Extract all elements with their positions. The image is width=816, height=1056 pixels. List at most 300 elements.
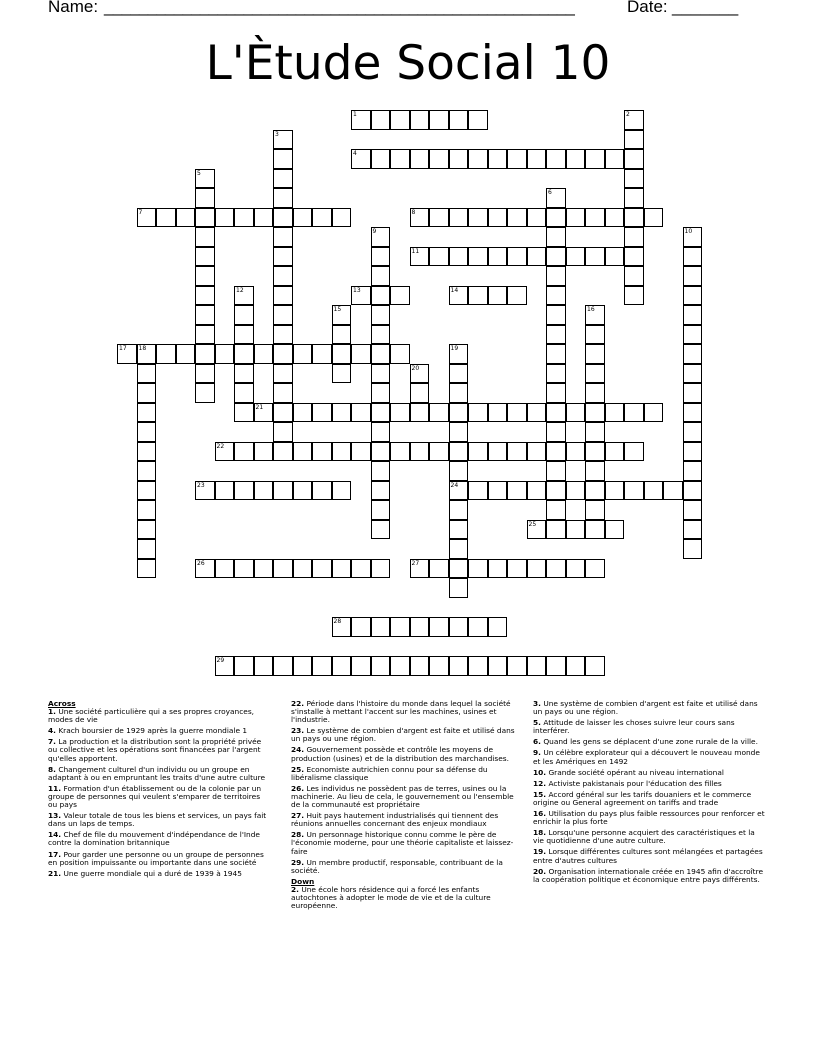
grid-cell[interactable] <box>273 208 293 228</box>
grid-cell[interactable] <box>332 656 352 676</box>
grid-cell[interactable] <box>371 266 391 286</box>
grid-cell[interactable] <box>371 656 391 676</box>
grid-cell[interactable] <box>507 247 527 267</box>
grid-cell[interactable] <box>312 403 332 423</box>
clue-item: 24. Gouvernement possède et contrôle les moyens de production (usines) et de la distribution des marchandises. <box>291 745 509 763</box>
grid-cell[interactable] <box>351 442 371 462</box>
cell-number: 22 <box>216 442 225 450</box>
grid-cell[interactable] <box>585 520 605 540</box>
grid-cell[interactable] <box>507 442 527 462</box>
grid-cell[interactable] <box>332 344 352 364</box>
grid-cell[interactable] <box>195 364 215 384</box>
grid-cell[interactable] <box>527 247 547 267</box>
grid-cell[interactable] <box>273 364 293 384</box>
grid-cell[interactable] <box>449 559 469 579</box>
grid-cell[interactable] <box>488 286 508 306</box>
grid-cell[interactable] <box>546 344 566 364</box>
grid-cell[interactable] <box>488 403 508 423</box>
grid-cell[interactable] <box>546 286 566 306</box>
grid-cell[interactable] <box>234 344 254 364</box>
grid-cell[interactable] <box>683 266 703 286</box>
grid-cell[interactable] <box>605 403 625 423</box>
grid-cell[interactable] <box>683 539 703 559</box>
grid-cell[interactable] <box>683 481 703 501</box>
grid-cell[interactable] <box>371 364 391 384</box>
grid-cell[interactable] <box>683 422 703 442</box>
grid-cell[interactable] <box>605 149 625 169</box>
cell-number: 15 <box>333 306 342 313</box>
grid-cell[interactable] <box>566 149 586 169</box>
grid-cell[interactable] <box>312 656 332 676</box>
grid-cell[interactable] <box>546 461 566 481</box>
clue-item: 11. Formation d'un établissement ou de la colonie par un groupe de personnes qui veulent s'emparer de territoires ou pays <box>48 783 262 810</box>
grid-cell[interactable] <box>449 520 469 540</box>
grid-cell[interactable] <box>332 208 352 228</box>
grid-cell[interactable] <box>293 344 313 364</box>
grid-cell[interactable] <box>371 422 391 442</box>
grid-cell[interactable] <box>546 500 566 520</box>
grid-cell[interactable] <box>195 344 215 364</box>
grid-cell[interactable] <box>683 247 703 267</box>
grid-cell[interactable] <box>429 110 449 130</box>
grid-cell[interactable] <box>585 149 605 169</box>
grid-cell[interactable] <box>585 422 605 442</box>
grid-cell[interactable] <box>527 656 547 676</box>
clue-item: 29. Un membre productif, responsable, contribuant de la société. <box>291 857 503 875</box>
grid-cell[interactable] <box>410 403 430 423</box>
grid-cell[interactable] <box>546 520 566 540</box>
grid-cell[interactable] <box>585 481 605 501</box>
grid-cell[interactable] <box>683 344 703 364</box>
grid-cell[interactable] <box>566 208 586 228</box>
grid-cell[interactable] <box>683 383 703 403</box>
grid-cell[interactable] <box>585 383 605 403</box>
grid-cell[interactable] <box>137 481 157 501</box>
grid-cell[interactable] <box>624 247 644 267</box>
grid-cell[interactable] <box>332 364 352 384</box>
grid-cell[interactable] <box>683 461 703 481</box>
grid-cell[interactable] <box>390 344 410 364</box>
grid-cell[interactable] <box>429 208 449 228</box>
grid-cell[interactable] <box>449 656 469 676</box>
grid-cell[interactable] <box>624 286 644 306</box>
grid-cell[interactable] <box>449 461 469 481</box>
grid-cell[interactable] <box>683 364 703 384</box>
grid-cell[interactable] <box>137 500 157 520</box>
grid-cell[interactable] <box>273 422 293 442</box>
grid-cell[interactable] <box>585 461 605 481</box>
grid-cell[interactable] <box>624 403 644 423</box>
grid-cell[interactable] <box>312 559 332 579</box>
grid-cell[interactable] <box>488 442 508 462</box>
grid-cell[interactable] <box>390 656 410 676</box>
grid-cell[interactable] <box>468 286 488 306</box>
grid-cell[interactable] <box>273 149 293 169</box>
grid-cell[interactable] <box>683 325 703 345</box>
grid-cell[interactable] <box>429 617 449 637</box>
grid-cell[interactable] <box>390 110 410 130</box>
grid-cell[interactable] <box>137 403 157 423</box>
clue-item: 27. Huit pays hautement industrialisés qui tiennent des réunions annuelles concernant des enjeux mondiaux <box>291 811 499 829</box>
grid-cell[interactable] <box>449 383 469 403</box>
grid-cell[interactable] <box>624 169 644 189</box>
grid-cell[interactable] <box>429 247 449 267</box>
grid-cell[interactable] <box>254 442 274 462</box>
date-label: Date: <box>627 0 673 16</box>
grid-cell[interactable] <box>371 442 391 462</box>
grid-cell[interactable] <box>566 403 586 423</box>
grid-cell[interactable] <box>624 481 644 501</box>
grid-cell[interactable] <box>273 169 293 189</box>
grid-cell[interactable] <box>371 305 391 325</box>
grid-cell[interactable] <box>234 403 254 423</box>
grid-cell[interactable] <box>546 227 566 247</box>
grid-cell[interactable] <box>546 481 566 501</box>
grid-cell[interactable] <box>585 364 605 384</box>
grid-cell[interactable] <box>488 559 508 579</box>
grid-cell[interactable] <box>546 559 566 579</box>
grid-cell[interactable] <box>449 403 469 423</box>
clue-item: 3. Une système de combien d'argent est faite et utilisé dans un pays ou une région. <box>533 699 758 717</box>
grid-cell[interactable] <box>546 149 566 169</box>
grid-cell[interactable] <box>546 364 566 384</box>
grid-cell[interactable] <box>371 481 391 501</box>
grid-cell[interactable] <box>137 559 157 579</box>
grid-cell[interactable] <box>234 325 254 345</box>
grid-cell[interactable] <box>566 656 586 676</box>
grid-cell[interactable] <box>273 344 293 364</box>
grid-cell[interactable] <box>371 520 391 540</box>
grid-cell[interactable] <box>546 442 566 462</box>
grid-cell[interactable] <box>273 227 293 247</box>
grid-cell[interactable] <box>293 442 313 462</box>
grid-cell[interactable] <box>137 422 157 442</box>
grid-cell[interactable] <box>273 247 293 267</box>
grid-cell[interactable] <box>410 110 430 130</box>
grid-cell[interactable] <box>312 344 332 364</box>
grid-cell[interactable] <box>624 130 644 150</box>
grid-cell[interactable] <box>390 617 410 637</box>
grid-cell[interactable] <box>371 383 391 403</box>
grid-cell[interactable] <box>468 110 488 130</box>
grid-cell[interactable] <box>273 383 293 403</box>
grid-cell[interactable] <box>546 208 566 228</box>
grid-cell[interactable] <box>546 403 566 423</box>
grid-cell[interactable] <box>234 364 254 384</box>
grid-cell[interactable] <box>624 208 644 228</box>
grid-cell[interactable] <box>507 286 527 306</box>
grid-cell[interactable] <box>234 383 254 403</box>
grid-cell[interactable] <box>176 208 196 228</box>
grid-cell[interactable] <box>644 208 664 228</box>
grid-cell[interactable] <box>332 559 352 579</box>
grid-cell[interactable] <box>566 247 586 267</box>
grid-cell[interactable] <box>683 305 703 325</box>
grid-cell[interactable] <box>585 325 605 345</box>
grid-cell[interactable] <box>449 500 469 520</box>
grid-cell[interactable] <box>566 520 586 540</box>
grid-cell[interactable] <box>371 617 391 637</box>
grid-cell[interactable] <box>507 149 527 169</box>
grid-cell[interactable] <box>507 403 527 423</box>
grid-cell[interactable] <box>390 403 410 423</box>
clue-item: 12. Activiste pakistanais pour l'éducation des filles <box>533 778 722 788</box>
grid-cell[interactable] <box>371 461 391 481</box>
grid-cell[interactable] <box>644 481 664 501</box>
grid-cell[interactable] <box>585 656 605 676</box>
grid-cell[interactable] <box>137 539 157 559</box>
grid-cell[interactable] <box>449 578 469 598</box>
grid-cell[interactable] <box>488 617 508 637</box>
grid-cell[interactable] <box>527 559 547 579</box>
grid-cell[interactable] <box>195 286 215 306</box>
grid-cell[interactable] <box>351 403 371 423</box>
grid-cell[interactable] <box>390 286 410 306</box>
grid-cell[interactable] <box>195 188 215 208</box>
grid-cell[interactable] <box>156 344 176 364</box>
grid-cell[interactable] <box>449 149 469 169</box>
grid-cell[interactable] <box>254 344 274 364</box>
grid-cell[interactable] <box>605 481 625 501</box>
grid-cell[interactable] <box>527 149 547 169</box>
grid-cell[interactable] <box>546 266 566 286</box>
grid-cell[interactable] <box>273 325 293 345</box>
grid-cell[interactable] <box>390 442 410 462</box>
grid-cell[interactable] <box>468 442 488 462</box>
grid-cell[interactable] <box>605 247 625 267</box>
grid-cell[interactable] <box>371 403 391 423</box>
grid-cell[interactable] <box>312 481 332 501</box>
grid-cell[interactable] <box>254 481 274 501</box>
grid-cell[interactable] <box>273 266 293 286</box>
grid-cell[interactable] <box>273 286 293 306</box>
grid-cell[interactable] <box>410 442 430 462</box>
grid-cell[interactable] <box>527 481 547 501</box>
grid-cell[interactable] <box>234 208 254 228</box>
grid-cell[interactable] <box>273 559 293 579</box>
grid-cell[interactable] <box>585 344 605 364</box>
grid-cell[interactable] <box>137 461 157 481</box>
grid-cell[interactable] <box>527 403 547 423</box>
grid-cell[interactable] <box>468 559 488 579</box>
grid-cell[interactable] <box>371 559 391 579</box>
grid-cell[interactable] <box>371 344 391 364</box>
grid-cell[interactable] <box>371 110 391 130</box>
grid-cell[interactable] <box>546 383 566 403</box>
grid-cell[interactable] <box>137 442 157 462</box>
grid-cell[interactable] <box>449 208 469 228</box>
grid-cell[interactable] <box>527 208 547 228</box>
grid-cell[interactable] <box>273 656 293 676</box>
grid-cell[interactable] <box>468 247 488 267</box>
grid-cell[interactable] <box>332 481 352 501</box>
grid-cell[interactable] <box>624 188 644 208</box>
date-line[interactable]: _______ <box>672 0 739 16</box>
grid-cell[interactable] <box>488 481 508 501</box>
grid-cell[interactable] <box>293 559 313 579</box>
grid-cell[interactable] <box>176 344 196 364</box>
down-heading: Down <box>291 876 315 886</box>
name-line[interactable]: ______________________________________________________ <box>104 0 575 16</box>
grid-cell[interactable] <box>332 325 352 345</box>
grid-cell[interactable] <box>410 656 430 676</box>
grid-cell[interactable] <box>429 149 449 169</box>
grid-cell[interactable] <box>644 403 664 423</box>
grid-cell[interactable] <box>507 481 527 501</box>
grid-cell[interactable] <box>371 500 391 520</box>
grid-cell[interactable] <box>293 208 313 228</box>
grid-cell[interactable] <box>254 208 274 228</box>
grid-cell[interactable] <box>585 403 605 423</box>
clue-item: 22. Période dans l'histoire du monde dans lequel la société s'installe à mettant l'accent sur les machines, usines et l'industrie. <box>291 699 511 725</box>
grid-cell[interactable] <box>566 481 586 501</box>
grid-cell[interactable] <box>137 520 157 540</box>
grid-cell[interactable] <box>429 442 449 462</box>
grid-cell[interactable] <box>351 344 371 364</box>
grid-cell[interactable] <box>546 656 566 676</box>
grid-cell[interactable] <box>234 559 254 579</box>
grid-cell[interactable] <box>624 227 644 247</box>
grid-cell[interactable] <box>624 442 644 462</box>
grid-cell[interactable] <box>663 481 683 501</box>
grid-cell[interactable] <box>683 286 703 306</box>
grid-cell[interactable] <box>195 247 215 267</box>
grid-cell[interactable] <box>312 442 332 462</box>
grid-cell[interactable] <box>234 442 254 462</box>
grid-cell[interactable] <box>215 344 235 364</box>
grid-cell[interactable] <box>468 656 488 676</box>
grid-cell[interactable] <box>605 208 625 228</box>
grid-cell[interactable] <box>429 403 449 423</box>
grid-cell[interactable] <box>195 383 215 403</box>
grid-cell[interactable] <box>137 383 157 403</box>
grid-cell[interactable] <box>234 305 254 325</box>
grid-cell[interactable] <box>546 305 566 325</box>
grid-cell[interactable] <box>293 403 313 423</box>
grid-cell[interactable] <box>429 656 449 676</box>
grid-cell[interactable] <box>254 656 274 676</box>
grid-cell[interactable] <box>273 481 293 501</box>
grid-cell[interactable] <box>585 208 605 228</box>
grid-cell[interactable] <box>585 500 605 520</box>
cell-number: 1 <box>353 111 357 118</box>
grid-cell[interactable] <box>546 325 566 345</box>
grid-cell[interactable] <box>468 617 488 637</box>
grid-cell[interactable] <box>449 110 469 130</box>
grid-cell[interactable] <box>273 305 293 325</box>
grid-cell[interactable] <box>195 325 215 345</box>
grid-cell[interactable] <box>683 442 703 462</box>
grid-cell[interactable] <box>683 500 703 520</box>
grid-cell[interactable] <box>215 559 235 579</box>
grid-cell[interactable] <box>410 149 430 169</box>
grid-cell[interactable] <box>585 442 605 462</box>
grid-cell[interactable] <box>488 149 508 169</box>
grid-cell[interactable] <box>156 208 176 228</box>
grid-cell[interactable] <box>410 617 430 637</box>
grid-cell[interactable] <box>507 208 527 228</box>
grid-cell[interactable] <box>351 617 371 637</box>
clue-item: 25. Economiste autrichien connu pour sa défense du libéralisme classique <box>291 764 488 782</box>
grid-cell[interactable] <box>585 559 605 579</box>
grid-cell[interactable] <box>566 559 586 579</box>
grid-cell[interactable] <box>507 656 527 676</box>
grid-cell[interactable] <box>273 403 293 423</box>
grid-cell[interactable] <box>468 481 488 501</box>
page-title: L'Ètude Social 10 <box>205 36 611 91</box>
cell-number: 4 <box>353 150 357 157</box>
grid-cell[interactable] <box>234 656 254 676</box>
grid-cell[interactable] <box>507 559 527 579</box>
grid-cell[interactable] <box>449 539 469 559</box>
grid-cell[interactable] <box>449 617 469 637</box>
grid-cell[interactable] <box>137 364 157 384</box>
grid-cell[interactable] <box>195 266 215 286</box>
clue-item: 6. Quand les gens se déplacent d'une zone rurale de la ville. <box>533 737 758 747</box>
grid-cell[interactable] <box>410 383 430 403</box>
grid-cell[interactable] <box>488 247 508 267</box>
grid-cell[interactable] <box>488 656 508 676</box>
clue-item: 18. Lorsqu'une personne acquiert des caractéristiques et la vie quotidienne d'une autre culture. <box>533 828 755 846</box>
grid-cell[interactable] <box>683 403 703 423</box>
grid-cell[interactable] <box>468 208 488 228</box>
grid-cell[interactable] <box>332 403 352 423</box>
grid-cell[interactable] <box>683 520 703 540</box>
grid-cell[interactable] <box>312 208 332 228</box>
grid-cell[interactable] <box>273 442 293 462</box>
grid-cell[interactable] <box>449 364 469 384</box>
grid-cell[interactable] <box>605 520 625 540</box>
grid-cell[interactable] <box>585 247 605 267</box>
grid-cell[interactable] <box>195 208 215 228</box>
grid-cell[interactable] <box>371 247 391 267</box>
grid-cell[interactable] <box>371 286 391 306</box>
grid-cell[interactable] <box>546 247 566 267</box>
grid-cell[interactable] <box>390 149 410 169</box>
grid-cell[interactable] <box>351 656 371 676</box>
cell-number: 19 <box>450 345 459 352</box>
grid-cell[interactable] <box>449 422 469 442</box>
grid-cell[interactable] <box>273 188 293 208</box>
grid-cell[interactable] <box>332 442 352 462</box>
grid-cell[interactable] <box>215 481 235 501</box>
grid-cell[interactable] <box>624 149 644 169</box>
grid-cell[interactable] <box>566 442 586 462</box>
grid-cell[interactable] <box>371 149 391 169</box>
grid-cell[interactable] <box>195 305 215 325</box>
grid-cell[interactable] <box>449 442 469 462</box>
grid-cell[interactable] <box>605 442 625 462</box>
grid-cell[interactable] <box>371 325 391 345</box>
grid-cell[interactable] <box>546 422 566 442</box>
clue-column-3 <box>533 700 766 887</box>
grid-cell[interactable] <box>429 559 449 579</box>
grid-cell[interactable] <box>215 208 235 228</box>
grid-cell[interactable] <box>351 559 371 579</box>
grid-cell[interactable] <box>293 481 313 501</box>
grid-cell[interactable] <box>293 656 313 676</box>
clue-item: 20. Organisation internationale créée en 1945 afin d'accroître la coopération politique et économique entre pays différents. <box>533 866 763 884</box>
grid-cell[interactable] <box>624 266 644 286</box>
grid-cell[interactable] <box>195 227 215 247</box>
grid-cell[interactable] <box>234 481 254 501</box>
grid-cell[interactable] <box>449 247 469 267</box>
grid-cell[interactable] <box>468 149 488 169</box>
grid-cell[interactable] <box>254 559 274 579</box>
grid-cell[interactable] <box>527 442 547 462</box>
grid-cell[interactable] <box>488 208 508 228</box>
grid-cell[interactable] <box>468 403 488 423</box>
